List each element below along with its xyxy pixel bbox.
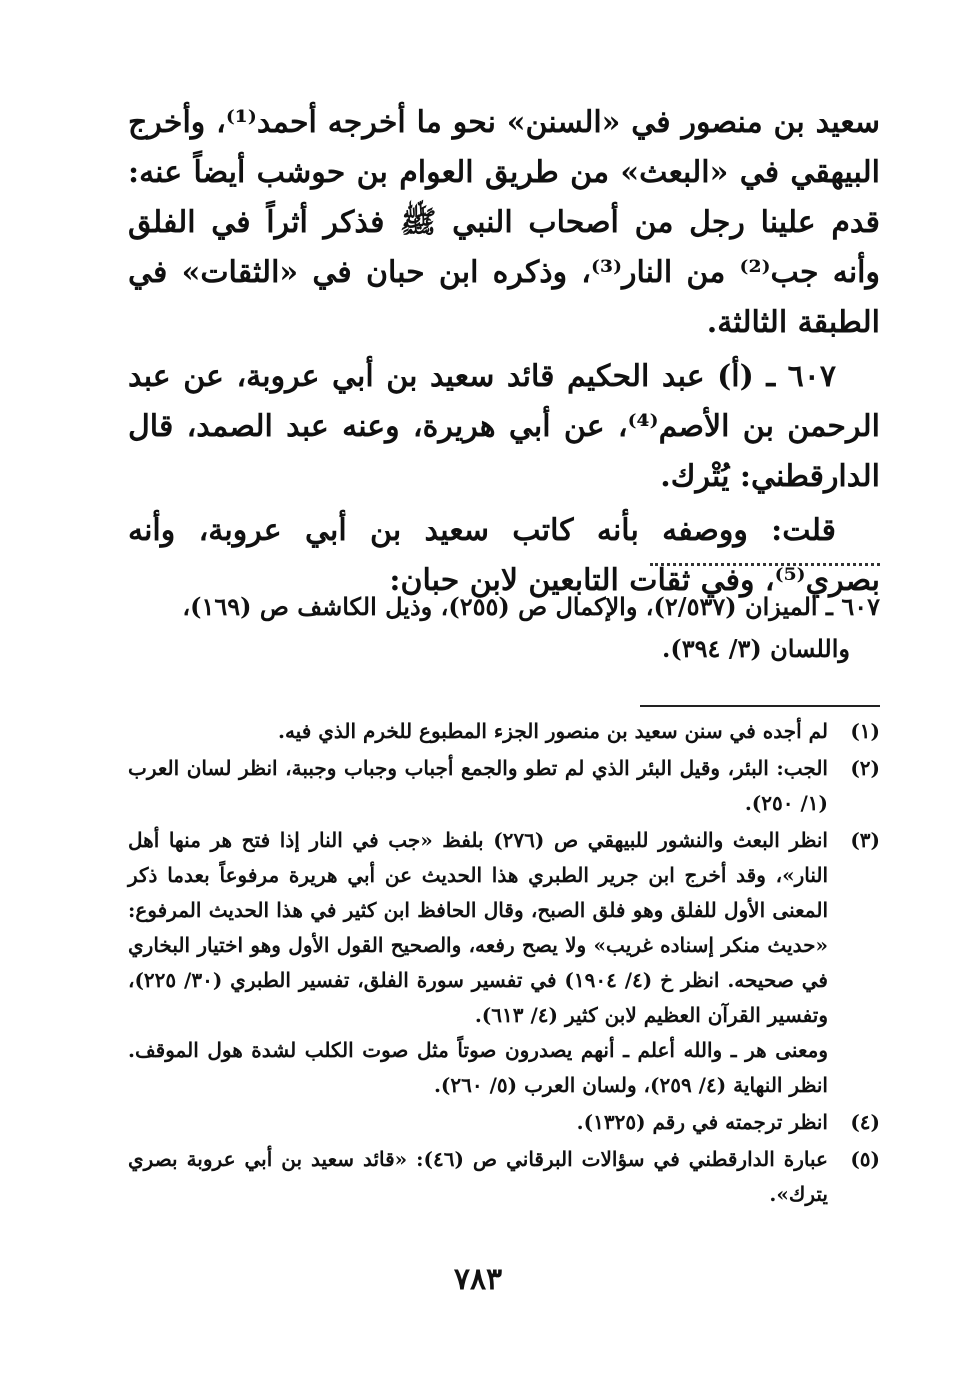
footnote-paragraph: لم أجده في سنن سعيد بن منصور الجزء المطبوع للخرم الذي فيه. xyxy=(278,719,828,743)
footnote xyxy=(128,823,880,1103)
paragraph-continuation: سعيد بن منصور في «السنن» نحو ما أخرجه أحمد⁽¹⁾، وأخرج البيهقي في «البعث» من طريق العوام بن حوشب أيضاً عنه: قدم علينا رجل من أصحاب النبي ﷺ فذكر أثراً في الفلق وأنه جب⁽²⁾ من النار⁽³⁾، وذكره ابن حبان في «الثقات» في الطبقة الثالثة. xyxy=(128,105,880,340)
footnote-text xyxy=(128,751,828,821)
footnote-number: (٤) xyxy=(850,1110,880,1134)
footnote-number: (٢) xyxy=(850,756,880,780)
footnote-text xyxy=(128,714,828,749)
entry-607: ٦٠٧ ـ (أ) عبد الحكيم قائد سعيد بن أبي عروبة، عن عبد الرحمن بن الأصم⁽⁴⁾، عن أبي هريرة، وعنه عبد الصمد، قال الدارقطني: يُتْرك. xyxy=(128,359,880,494)
source-note-line: واللسان (٣/ ٣٩٤). xyxy=(662,634,850,663)
footnote-paragraph: انظر البعث والنشور للبيهقي ص (٢٧٦) بلفظ «جب في النار إذا فتح هر منها أهل النار»، وقد أخرج ابن جرير الطبري هذا الحديث عن أبي هريرة مرفوعاً بعدما ذكر المعنى الأول للفلق وهو فلق الصبح، وقال الحافظ ابن كثير في هذا الحديث المرفوع: «حديث منكر إسناده غريب» ولا يصح رفعه، والصحيح القول الأول وهو اختيار البخاري في صحيحه. انظر خ (٤/ ١٩٠٤) في تفسير سورة الفلق، تفسير الطبري (٣٠/ ٢٢٥)، وتفسير القرآن العظيم لابن كثير (٤/ ٦١٣). xyxy=(128,828,828,1027)
footnote xyxy=(128,714,880,749)
footnote-paragraph: انظر ترجمته في رقم (١٣٢٥). xyxy=(576,1110,828,1134)
paragraph-qult: قلت: ووصفه بأنه كاتب سعيد بن أبي عروبة، وأنه بصري⁽⁵⁾، وفي ثقات التابعين لابن حبان: xyxy=(128,513,880,598)
page-number: ٧٨٣ xyxy=(453,1262,503,1297)
dotted-separator xyxy=(650,563,880,576)
source-note-line: ٦٠٧ ـ الميزان (٢/٥٣٧)، والإكمال ص (٢٥٥)، وذيل الكاشف ص (١٦٩)، xyxy=(182,592,880,621)
footnote-text xyxy=(128,823,828,1103)
footnote xyxy=(128,751,880,821)
footnote xyxy=(128,1105,880,1140)
footnote-number: (٣) xyxy=(850,828,880,852)
footnote xyxy=(128,1142,880,1212)
footnote-number: (٥) xyxy=(850,1147,880,1171)
footnote-rule xyxy=(640,705,880,707)
footnote-number: (١) xyxy=(850,719,880,743)
footnotes xyxy=(128,714,880,1214)
footnote-text xyxy=(128,1105,828,1140)
source-note xyxy=(128,586,880,670)
footnote-paragraph: الجب: البئر، وقيل البئر الذي لم تطو والجمع أجباب وجباب وجببة، انظر لسان العرب (١/ ٢٥٠). xyxy=(128,756,828,815)
footnote-paragraph: عبارة الدارقطني في سؤالات البرقاني ص (٤٦): «قائد سعيد بن أبي عروبة بصري يترك». xyxy=(128,1147,828,1206)
main-text xyxy=(128,98,880,610)
footnote-text xyxy=(128,1142,828,1212)
footnote-paragraph: ومعنى هر ـ والله أعلم ـ أنهم يصدرون صوتاً مثل صوت الكلب لشدة هول الموقف. انظر النهاية (٤/ ٢٥٩)، ولسان العرب (٥/ ٢٦٠). xyxy=(128,1038,828,1097)
